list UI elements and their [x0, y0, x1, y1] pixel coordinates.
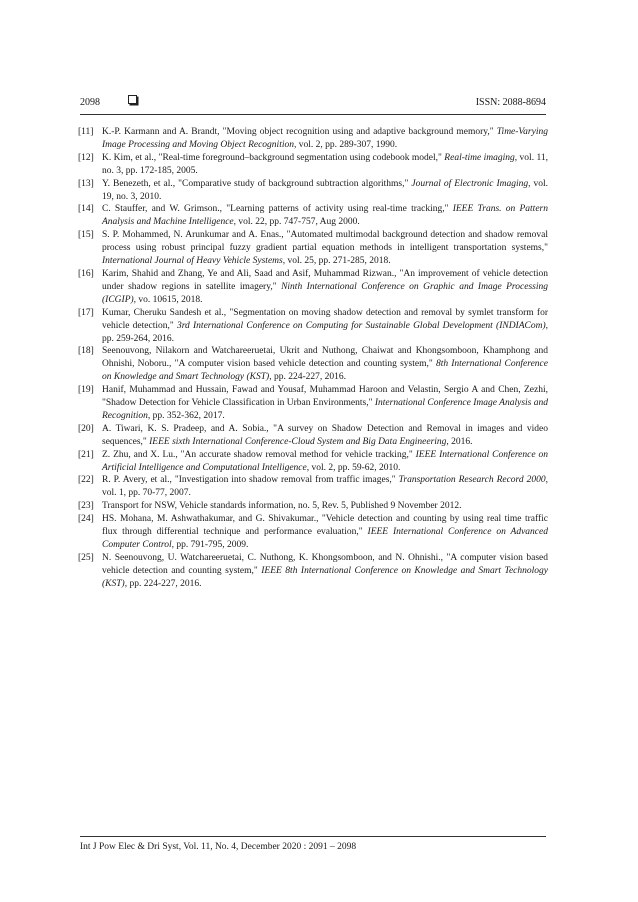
reference-details: , vol. 1, pp. 70-77, 2007. [102, 475, 548, 499]
reference-venue: Real-time imaging [444, 152, 515, 163]
reference-number: [14] [78, 204, 94, 215]
reference-authors-title: R. P. Avery, et al., "Investigation into shadow removal from traffic images," [102, 475, 399, 486]
square-outline-icon [128, 95, 137, 104]
reference-item [78, 449, 548, 475]
reference-details: , pp. 352-362, 2017. [147, 410, 225, 421]
reference-details: , vol. 19, no. 3, 2010. [102, 178, 548, 202]
reference-authors-title: Karim, Shahid and Zhang, Ye and Ali, Saad and Asif, Muhammad Rizwan., "An improvement of vehicle detection under shadow regions in satellite imagery," [102, 268, 548, 292]
reference-venue: Transportation Research Record 2000 [398, 475, 546, 486]
reference-details: , pp. 224-227, 2016. [124, 578, 202, 589]
reference-details: , pp. 259-264, 2016. [102, 320, 549, 344]
reference-venue: Journal of Electronic Imaging [411, 178, 529, 189]
reference-item [78, 126, 548, 152]
reference-venue: IEEE International Conference on Artificial Intelligence and Computational Intelligence [102, 449, 548, 473]
reference-details: , vo. 10615, 2018. [133, 294, 203, 305]
reference-details: , vol. 25, pp. 271-285, 2018. [282, 256, 391, 267]
reference-item [78, 203, 548, 229]
reference-authors-title: Y. Benezeth, et al., "Comparative study of background subtraction algorithms," [102, 178, 412, 189]
reference-number: [17] [78, 307, 94, 318]
reference-item [78, 345, 548, 384]
reference-venue: 8th International Conference on Knowledge and Smart Technology (KST) [102, 359, 548, 383]
reference-number: [25] [78, 552, 94, 563]
reference-venue: Ninth International Conference on Graphic and Image Processing (ICGIP) [102, 281, 548, 305]
reference-item [78, 474, 548, 500]
reference-authors-title: Seenouvong, Nilakorn and Watchareeruetai, Ukrit and Nuthong, Chaiwat and Khongsomboon, Khamphong and Ohnishi, Noboru., "A computer vision based vehicle detection and counting system," [102, 346, 548, 370]
reference-item [78, 500, 548, 513]
reference-number: [13] [78, 178, 94, 189]
reference-item [78, 307, 548, 346]
reference-number: [20] [78, 423, 94, 434]
reference-details: , pp. 791-795, 2009. [171, 540, 249, 550]
reference-number: [23] [78, 501, 94, 512]
reference-authors-title: K. Kim, et al., "Real-time foreground–background segmentation using codebook model," [102, 152, 445, 163]
reference-details: , vol. 2, pp. 59-62, 2010. [306, 462, 401, 473]
reference-number: [24] [78, 514, 94, 525]
reference-item [78, 178, 548, 204]
reference-venue: IEEE Trans. on Pattern Analysis and Machine Intelligence [102, 204, 548, 228]
running-header [80, 92, 546, 115]
reference-venue: IEEE 8th International Conference on Knowledge and Smart Technology (KST) [102, 565, 548, 589]
reference-number: [21] [78, 449, 94, 460]
reference-number: [11] [78, 127, 94, 137]
reference-number: [19] [78, 385, 94, 396]
running-footer [80, 836, 546, 852]
reference-item [78, 268, 548, 307]
reference-authors-title: K.-P. Karmann and A. Brandt, "Moving object recognition using and adaptive background memory," [102, 127, 497, 137]
footer-citation: Int J Pow Elec & Dri Syst, Vol. 11, No. 4, December 2020 : 2091 – 2098 [80, 842, 357, 852]
reference-item [78, 423, 548, 449]
reference-list [78, 126, 548, 591]
reference-number: [16] [78, 268, 94, 279]
reference-item [78, 552, 548, 591]
reference-venue: Time-Varying Image Processing and Moving Object Recognition [102, 127, 548, 150]
reference-venue: International Conference Image Analysis and Recognition [102, 398, 548, 421]
reference-details: , vol. 22, pp. 747-757, Aug 2000. [233, 217, 360, 228]
reference-authors-title: Kumar, Cheruku Sandesh et al., "Segmentation on moving shadow detection and removal by symlet transform for vehicle detection," [102, 307, 548, 331]
reference-authors-title: Transport for NSW, Vehicle standards information, no. 5, Rev. 5, Published 9 November 2012. [102, 501, 462, 512]
reference-authors-title: A. Tiwari, K. S. Pradeep, and A. Sobia., "A survey on Shadow Detection and Removal in images and video sequences," [102, 423, 548, 447]
issn-label: ISSN: 2088-8694 [475, 97, 546, 108]
reference-venue: IEEE International Conference on Advanced Computer Control [102, 527, 548, 550]
reference-authors-title: C. Stauffer, and W. Grimson., "Learning patterns of activity using real-time tracking," [102, 204, 453, 215]
reference-details: , pp. 224-227, 2016. [269, 372, 347, 383]
reference-venue: International Journal of Heavy Vehicle Systems [102, 256, 283, 267]
reference-details: , vol. 11, no. 3, pp. 172-185, 2005. [102, 152, 548, 176]
reference-number: [22] [78, 475, 94, 486]
reference-item [78, 152, 548, 178]
page-number: 2098 [80, 97, 100, 108]
reference-authors-title: HS. Mohana, M. Ashwathakumar, and G. Shivakumar., "Vehicle detection and counting by using real time traffic flux through differential technique and performance evaluation," [102, 514, 548, 538]
reference-number: [12] [78, 152, 94, 163]
reference-number: [15] [78, 230, 94, 241]
reference-details: , 2016. [446, 436, 473, 447]
reference-authors-title: N. Seenouvong, U. Watchareeruetai, C. Nuthong, K. Khongsomboon, and N. Ohnishi., "A computer vision based vehicle detection and counting system," [102, 552, 548, 576]
reference-authors-title: Hanif, Muhammad and Hussain, Fawad and Yousaf, Muhammad Haroon and Velastin, Sergio A and Chen, Zezhi, "Shadow Detection for Vehicle Classification in Urban Environments," [102, 385, 548, 409]
reference-venue: IEEE sixth International Conference-Cloud System and Big Data Engineering [149, 436, 447, 447]
reference-item [78, 229, 548, 268]
reference-venue: 3rd International Conference on Computing for Sustainable Global Development (INDIACom) [176, 320, 546, 331]
reference-item [78, 384, 548, 423]
reference-details: , vol. 2, pp. 289-307, 1990. [293, 139, 398, 150]
reference-item [78, 513, 548, 552]
reference-number: [18] [78, 346, 94, 357]
reference-authors-title: S. P. Mohammed, N. Arunkumar and A. Enas., "Automated multimodal background detection and shadow removal process using robust principal fuzzy gradient partial equation methods in intelligent transportation systems," [102, 230, 548, 254]
reference-authors-title: Z. Zhu, and X. Lu., "An accurate shadow removal method for vehicle tracking," [102, 449, 416, 460]
